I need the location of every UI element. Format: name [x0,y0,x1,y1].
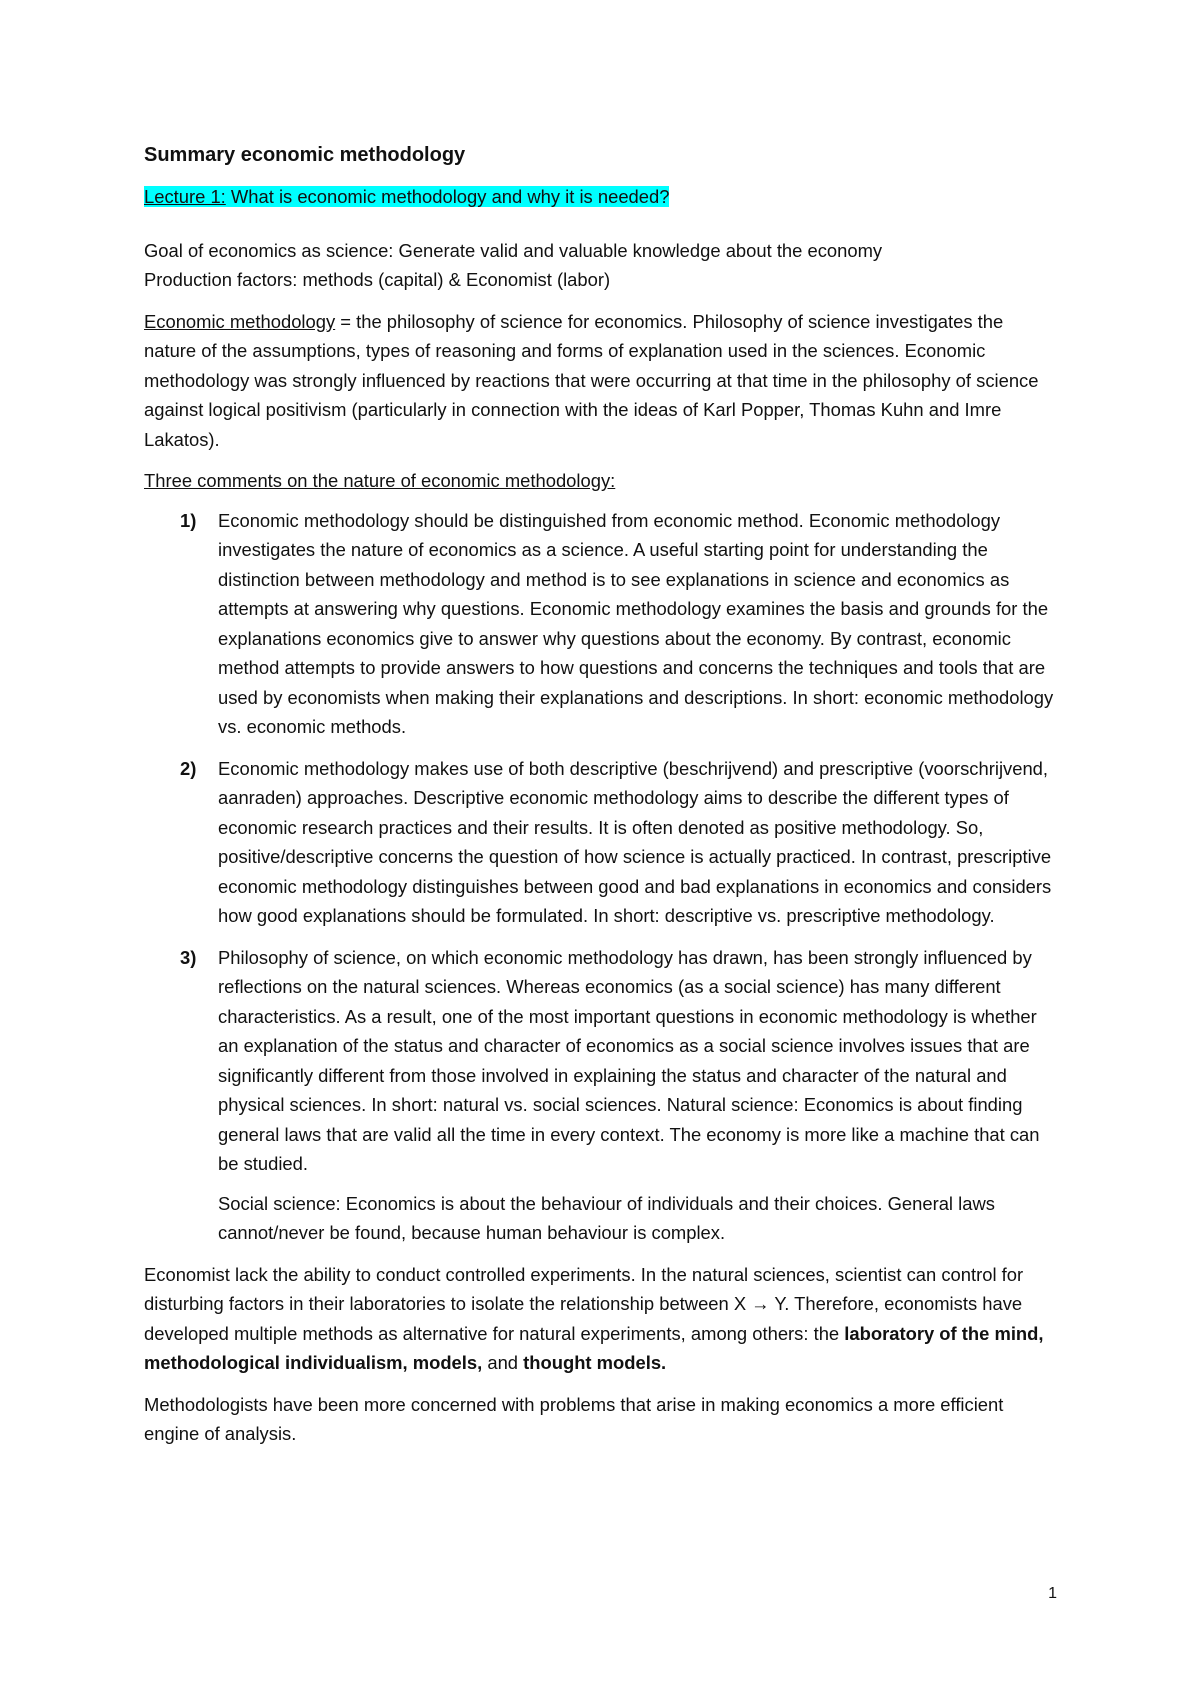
list-item-number: 3) [180,946,197,968]
lecture-heading-line [144,182,1054,212]
lecture-title: What is economic methodology and why it is needed? [225,186,670,207]
experiments-paragraph [144,1260,1054,1378]
comments-list [144,506,1054,1248]
definition-paragraph [144,307,1054,455]
list-item [144,754,1054,931]
document-body [144,140,1054,1449]
experiments-methods-bold: laboratory of the mind, methodological individualism, models, [144,1322,1044,1373]
experiments-text: Economist lack the ability to conduct controlled experiments. In the natural sciences, scientist can control for disturbing factors in their laboratories to isolate the relationship between X → Y. Therefore, economists have developed multiple methods as alternative for natural experiments, among others: the [144,1263,1024,1344]
goal-line: Goal of economics as science: Generate valid and valuable knowledge about the economy [144,239,883,261]
lecture-label: Lecture 1: [144,186,226,207]
document-title: Summary economic methodology [144,144,466,166]
closing-paragraph: Methodologists have been more concerned with problems that arise in making economics a more efficient engine of analysis. [144,1393,1004,1444]
list-item [144,506,1054,742]
list-item-text: Philosophy of science, on which economic methodology has drawn, has been strongly influenced by reflections on the natural sciences. Whereas economics (as a social science) has many different characteristics. As a result, one of the most important questions in economic methodology is whether an explanation of the status and character of economics as a social science involves issues that are significantly different from those involved in explaining the status and character of the natural and physical sciences. In short: natural vs. social sciences. Natural science: Economics is about finding general laws that are valid all the time in every context. The economy is more like a machine that can be studied. [218,946,1040,1174]
list-item-extra-text: Social science: Economics is about the behaviour of individuals and their choices. General laws cannot/never be found, because human behaviour is complex. [218,1192,995,1243]
production-factors-line: Production factors: methods (capital) & Economist (labor) [144,269,611,290]
comments-heading: Three comments on the nature of economic methodology: [144,470,616,491]
list-item-text: Economic methodology should be distinguished from economic method. Economic methodology investigates the nature of economics as a science. A useful starting point for understanding the distinction between methodology and method is to see explanations in science and economics as attempts at answering why questions. Economic methodology examines the basis and grounds for the explanations economics give to answer why questions about the economy. By contrast, economic method attempts to provide answers to how questions and concerns the techniques and tools that are used by economists when making their explanations and descriptions. In short: economic methodology vs. economic methods. [218,509,1054,737]
list-item-number: 1) [180,509,197,531]
list-item-number: 2) [180,757,197,779]
experiments-thought-models-bold: thought models. [523,1352,667,1373]
list-item-text: Economic methodology makes use of both descriptive (beschrijvend) and prescriptive (voorschrijvend, aanraden) approaches. Descriptive economic methodology aims to describe the different types of economic research practices and their results. It is often denoted as positive methodology. So, positive/descriptive concerns the question of how science is actually practiced. In contrast, prescriptive economic methodology distinguishes between good and bad explanations in economics and considers how good explanations should be formulated. In short: descriptive vs. prescriptive methodology. [218,757,1052,926]
definition-text: = the philosophy of science for economics. Philosophy of science investigates the nature of the assumptions, types of reasoning and forms of explanation used in the sciences. Economic methodology was strongly influenced by reactions that were occurring at that time in the philosophy of science against logical positivism (particularly in connection with the ideas of Karl Popper, Thomas Kuhn and Imre Lakatos). [144,310,1039,450]
lecture-heading [144,186,669,207]
list-item [144,943,1054,1248]
experiments-and: and [482,1352,524,1373]
definition-term: Economic methodology [144,310,336,332]
page-number: 1 [1048,1585,1057,1602]
